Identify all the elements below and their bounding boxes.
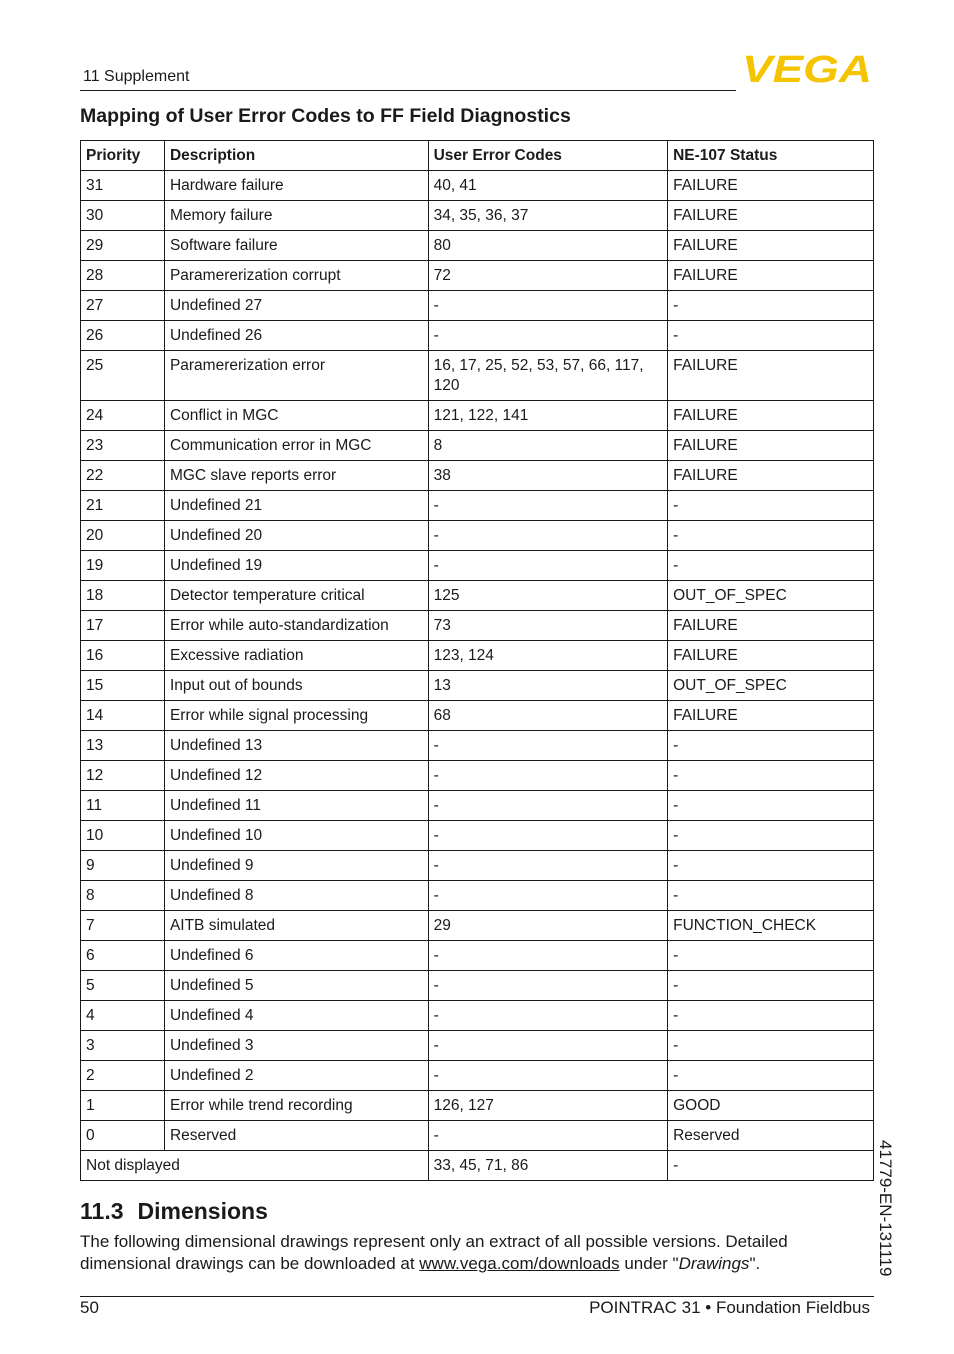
cell-description: Error while trend recording (164, 1091, 428, 1121)
cell-codes: 125 (428, 581, 668, 611)
cell-codes: - (428, 551, 668, 581)
table-row (81, 261, 874, 291)
cell-priority: 4 (81, 1001, 165, 1031)
header-description: Description (164, 141, 428, 171)
table-header-row (81, 141, 874, 171)
cell-description: Undefined 21 (164, 491, 428, 521)
cell-priority: 26 (81, 321, 165, 351)
cell-codes: 126, 127 (428, 1091, 668, 1121)
cell-status: - (668, 821, 874, 851)
cell-status: - (668, 971, 874, 1001)
header-user-error-codes: User Error Codes (428, 141, 668, 171)
cell-description: Paramererization corrupt (164, 261, 428, 291)
cell-status: FAILURE (668, 351, 874, 401)
cell-status: FUNCTION_CHECK (668, 911, 874, 941)
cell-description: Reserved (164, 1121, 428, 1151)
table-row (81, 941, 874, 971)
cell-description: Undefined 6 (164, 941, 428, 971)
cell-description: Undefined 27 (164, 291, 428, 321)
cell-status: - (668, 521, 874, 551)
cell-priority: 24 (81, 401, 165, 431)
cell-priority: 19 (81, 551, 165, 581)
cell-codes: 72 (428, 261, 668, 291)
cell-status: - (668, 291, 874, 321)
table-row (81, 821, 874, 851)
cell-label: Not displayed (81, 1151, 429, 1181)
cell-status: FAILURE (668, 261, 874, 291)
dimensions-paragraph (80, 1231, 860, 1275)
table-row (81, 851, 874, 881)
cell-description: Undefined 19 (164, 551, 428, 581)
cell-codes: 123, 124 (428, 641, 668, 671)
cell-status: - (668, 1031, 874, 1061)
cell-codes: 29 (428, 911, 668, 941)
cell-priority: 15 (81, 671, 165, 701)
cell-codes: - (428, 291, 668, 321)
cell-codes: - (428, 521, 668, 551)
cell-codes: - (428, 821, 668, 851)
header-section-label: 11 Supplement (83, 68, 190, 85)
cell-priority: 16 (81, 641, 165, 671)
cell-status: FAILURE (668, 611, 874, 641)
cell-codes: - (428, 1121, 668, 1151)
table-row-not-displayed (81, 1151, 874, 1181)
cell-description: Memory failure (164, 201, 428, 231)
document-title: POINTRAC 31 • Foundation Fieldbus (589, 1298, 870, 1317)
cell-codes: - (428, 1001, 668, 1031)
cell-status: FAILURE (668, 201, 874, 231)
cell-priority: 12 (81, 761, 165, 791)
cell-codes: - (428, 321, 668, 351)
cell-description: Undefined 3 (164, 1031, 428, 1061)
cell-priority: 25 (81, 351, 165, 401)
table-row (81, 351, 874, 401)
cell-status: - (668, 491, 874, 521)
cell-codes: 8 (428, 431, 668, 461)
table-row (81, 551, 874, 581)
cell-description: Undefined 8 (164, 881, 428, 911)
cell-codes: - (428, 941, 668, 971)
header-divider (80, 90, 736, 91)
cell-status: - (668, 1001, 874, 1031)
table-row (81, 731, 874, 761)
cell-priority: 21 (81, 491, 165, 521)
cell-description: Paramererization error (164, 351, 428, 401)
cell-codes: - (428, 791, 668, 821)
cell-description: Undefined 11 (164, 791, 428, 821)
table-row (81, 761, 874, 791)
cell-codes: - (428, 1031, 668, 1061)
cell-status: - (668, 851, 874, 881)
cell-codes: 33, 45, 71, 86 (428, 1151, 668, 1181)
cell-status: - (668, 1061, 874, 1091)
cell-priority: 1 (81, 1091, 165, 1121)
cell-priority: 6 (81, 941, 165, 971)
cell-status: - (668, 1151, 874, 1181)
cell-codes: - (428, 491, 668, 521)
table-row (81, 171, 874, 201)
table-row (81, 431, 874, 461)
cell-priority: 5 (81, 971, 165, 1001)
dimensions-heading (80, 1198, 268, 1225)
table-row (81, 701, 874, 731)
table-row (81, 581, 874, 611)
cell-description: Detector temperature critical (164, 581, 428, 611)
cell-status: FAILURE (668, 461, 874, 491)
cell-status: FAILURE (668, 701, 874, 731)
cell-codes: - (428, 971, 668, 1001)
cell-codes: - (428, 761, 668, 791)
cell-codes: - (428, 731, 668, 761)
cell-description: Undefined 2 (164, 1061, 428, 1091)
cell-status: - (668, 941, 874, 971)
cell-description: Undefined 12 (164, 761, 428, 791)
cell-description: Software failure (164, 231, 428, 261)
header-priority: Priority (81, 141, 165, 171)
table-row (81, 201, 874, 231)
cell-priority: 2 (81, 1061, 165, 1091)
table-row (81, 461, 874, 491)
section-title: Mapping of User Error Codes to FF Field Diagnostics (80, 105, 571, 127)
cell-status: FAILURE (668, 231, 874, 261)
cell-priority: 17 (81, 611, 165, 641)
cell-status: FAILURE (668, 401, 874, 431)
cell-codes: - (428, 1061, 668, 1091)
cell-priority: 13 (81, 731, 165, 761)
cell-status: Reserved (668, 1121, 874, 1151)
document-code: 41779-EN-131119 (876, 1140, 895, 1277)
cell-codes: 34, 35, 36, 37 (428, 201, 668, 231)
table-row (81, 881, 874, 911)
cell-priority: 27 (81, 291, 165, 321)
table-row (81, 971, 874, 1001)
cell-description: Undefined 26 (164, 321, 428, 351)
table-row (81, 641, 874, 671)
dimensions-section-title: Dimensions (137, 1198, 268, 1224)
cell-codes: 40, 41 (428, 171, 668, 201)
cell-priority: 11 (81, 791, 165, 821)
cell-description: Hardware failure (164, 171, 428, 201)
cell-status: OUT_OF_SPEC (668, 671, 874, 701)
cell-codes: - (428, 881, 668, 911)
table-row (81, 911, 874, 941)
cell-priority: 20 (81, 521, 165, 551)
table-row (81, 491, 874, 521)
cell-description: Excessive radiation (164, 641, 428, 671)
cell-description: Error while auto-standardization (164, 611, 428, 641)
cell-priority: 31 (81, 171, 165, 201)
cell-description: MGC slave reports error (164, 461, 428, 491)
cell-priority: 29 (81, 231, 165, 261)
vega-logo-text: VEGA (742, 52, 872, 84)
cell-priority: 14 (81, 701, 165, 731)
header-ne107-status: NE-107 Status (668, 141, 874, 171)
cell-description: Undefined 5 (164, 971, 428, 1001)
error-mapping-table (80, 140, 874, 1181)
cell-description: Communication error in MGC (164, 431, 428, 461)
page-number: 50 (80, 1298, 99, 1317)
table-row (81, 321, 874, 351)
cell-description: Undefined 10 (164, 821, 428, 851)
dimensions-text-after: ". (749, 1254, 761, 1273)
dimensions-text-before: The following dimensional drawings represent only an extract of all possible versions. Detailed dimensional drawings can be downloaded at (80, 1232, 788, 1273)
table-row (81, 401, 874, 431)
dimensions-text-middle: under " (619, 1254, 679, 1273)
cell-description: Input out of bounds (164, 671, 428, 701)
cell-status: GOOD (668, 1091, 874, 1121)
cell-description: Undefined 20 (164, 521, 428, 551)
cell-status: - (668, 551, 874, 581)
cell-priority: 30 (81, 201, 165, 231)
table-row (81, 1031, 874, 1061)
vega-logo (742, 52, 872, 84)
table-body (81, 171, 874, 1181)
cell-codes: 16, 17, 25, 52, 53, 57, 66, 117, 120 (428, 351, 668, 401)
table-row (81, 521, 874, 551)
cell-description: Undefined 4 (164, 1001, 428, 1031)
cell-priority: 28 (81, 261, 165, 291)
cell-status: - (668, 731, 874, 761)
drawings-emphasis: Drawings (678, 1254, 750, 1273)
table-row (81, 791, 874, 821)
cell-status: FAILURE (668, 171, 874, 201)
cell-status: - (668, 761, 874, 791)
table-row (81, 291, 874, 321)
cell-codes: - (428, 851, 668, 881)
cell-status: FAILURE (668, 431, 874, 461)
cell-priority: 3 (81, 1031, 165, 1061)
cell-priority: 8 (81, 881, 165, 911)
dimensions-section-number: 11.3 (80, 1198, 124, 1224)
cell-status: OUT_OF_SPEC (668, 581, 874, 611)
downloads-link[interactable]: www.vega.com/downloads (419, 1254, 620, 1273)
cell-codes: 38 (428, 461, 668, 491)
cell-description: Conflict in MGC (164, 401, 428, 431)
cell-codes: 121, 122, 141 (428, 401, 668, 431)
table-row (81, 1061, 874, 1091)
table-row (81, 1121, 874, 1151)
cell-description: Undefined 13 (164, 731, 428, 761)
cell-priority: 0 (81, 1121, 165, 1151)
footer-divider (80, 1296, 874, 1297)
table-row (81, 231, 874, 261)
cell-codes: 68 (428, 701, 668, 731)
cell-description: Undefined 9 (164, 851, 428, 881)
cell-priority: 23 (81, 431, 165, 461)
cell-codes: 73 (428, 611, 668, 641)
cell-priority: 22 (81, 461, 165, 491)
cell-priority: 9 (81, 851, 165, 881)
cell-priority: 10 (81, 821, 165, 851)
cell-status: - (668, 881, 874, 911)
cell-codes: 13 (428, 671, 668, 701)
cell-status: FAILURE (668, 641, 874, 671)
cell-status: - (668, 321, 874, 351)
table-row (81, 611, 874, 641)
table-row (81, 1091, 874, 1121)
cell-priority: 18 (81, 581, 165, 611)
cell-description: AITB simulated (164, 911, 428, 941)
cell-status: - (668, 791, 874, 821)
cell-priority: 7 (81, 911, 165, 941)
cell-codes: 80 (428, 231, 668, 261)
table-row (81, 671, 874, 701)
table-row (81, 1001, 874, 1031)
cell-description: Error while signal processing (164, 701, 428, 731)
